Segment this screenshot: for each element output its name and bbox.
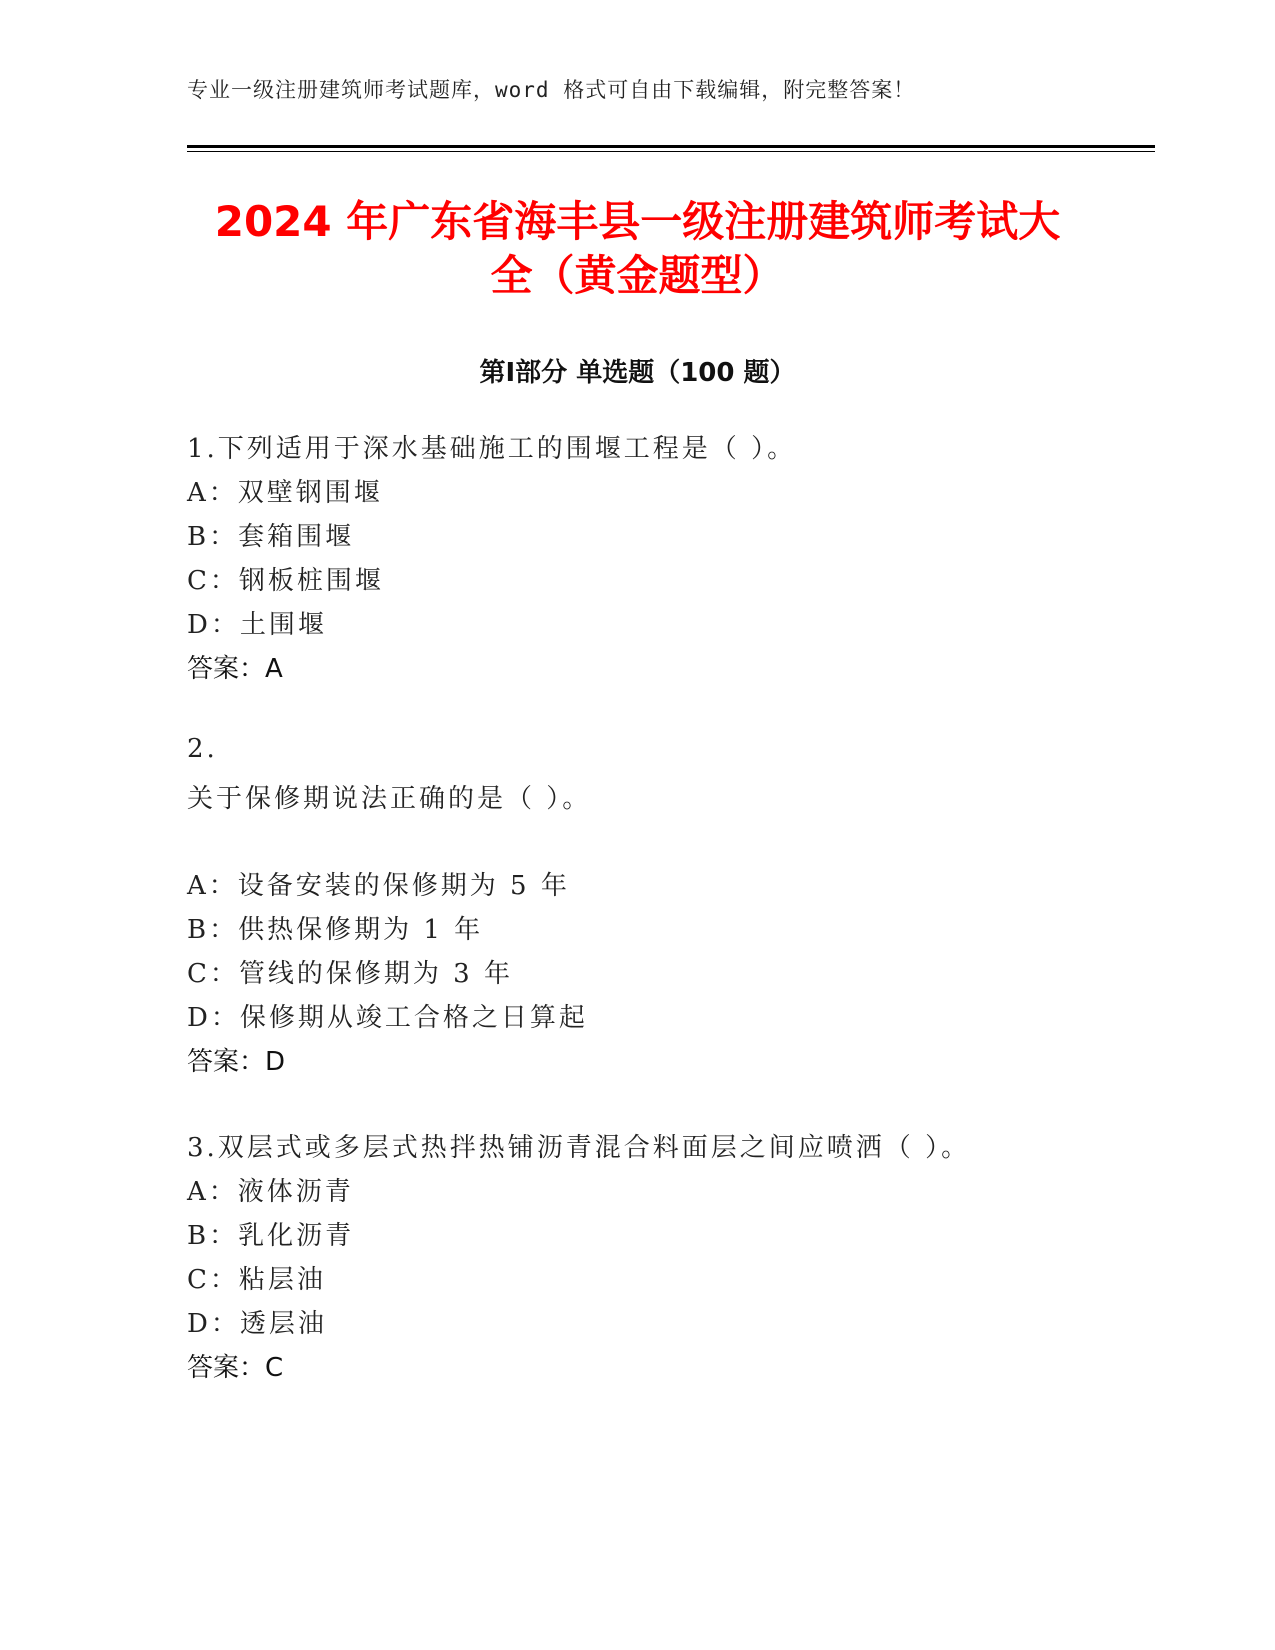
page-header: 专业一级注册建筑师考试题库，word 格式可自由下载编辑，附完整答案！: [187, 78, 916, 102]
question-1-option-a: A：双壁钢围堰: [187, 478, 383, 508]
question-2-option-d: D：保修期从竣工合格之日算起: [187, 1003, 588, 1033]
question-1-option-d: D：土围堰: [187, 610, 327, 640]
document-title: [150, 195, 1125, 303]
question-1-stem: 1.下列适用于深水基础施工的围堰工程是（ ）。: [187, 434, 797, 464]
section-heading: 第Ⅰ部分 单选题（100 题）: [479, 358, 796, 388]
question-2-answer: 答案：D: [187, 1047, 286, 1077]
header-rule-thin: [187, 151, 1155, 152]
question-3-stem: 3.双层式或多层式热拌热铺沥青混合料面层之间应喷洒（ ）。: [187, 1133, 971, 1163]
title-line-2: 全（黄金题型）: [490, 251, 785, 300]
question-3-option-c: C：粘层油: [187, 1265, 326, 1295]
question-2-option-c: C：管线的保修期为 3 年: [187, 959, 513, 989]
question-2-stem: 关于保修期说法正确的是（ ）。: [187, 784, 592, 814]
title-line-1: 2024 年广东省海丰县一级注册建筑师考试大: [214, 197, 1061, 246]
question-2-option-a: A：设备安装的保修期为 5 年: [187, 871, 570, 901]
question-3-option-a: A：液体沥青: [187, 1177, 354, 1207]
question-3-option-d: D：透层油: [187, 1309, 327, 1339]
question-2-option-b: B：供热保修期为 1 年: [187, 915, 484, 945]
question-1-option-b: B：套箱围堰: [187, 522, 355, 552]
question-3-option-b: B：乳化沥青: [187, 1221, 355, 1251]
question-3-answer: 答案：C: [187, 1353, 284, 1383]
question-2-number: 2.: [187, 734, 218, 764]
question-1-answer: 答案：A: [187, 654, 283, 684]
question-1-option-c: C：钢板桩围堰: [187, 566, 384, 596]
header-rule-thick: [187, 145, 1155, 148]
